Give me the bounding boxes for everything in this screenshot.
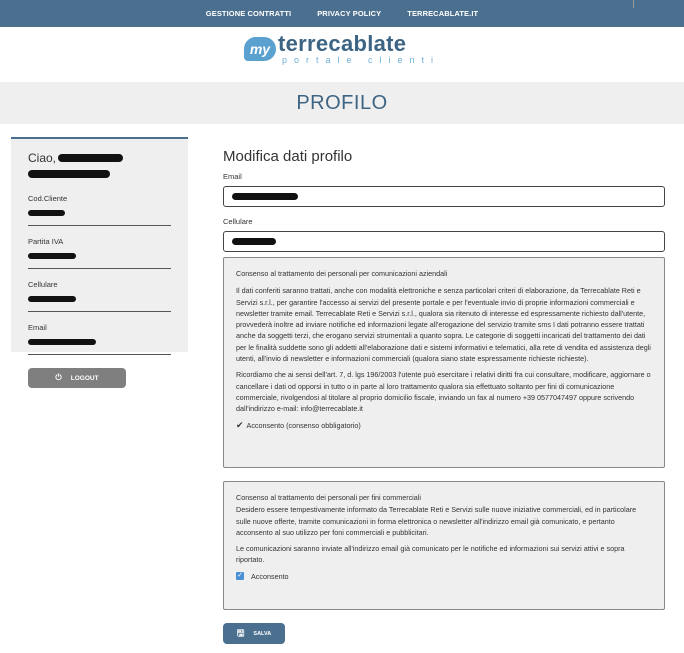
phone-field[interactable] — [223, 231, 665, 252]
consent-text-delivery: Le comunicazioni saranno inviate all'indirizzo email già comunicato per le notifiche ed informazioni sui servizi attivi e sopra riportato. — [236, 544, 625, 565]
consent-text-rights: Ricordiamo che ai sensi dell'art. 7, d. lgs 196/2003 l'utente può esercitare i relativi diritti fra cui consultare, modificare, aggiornare o cancellare i dati od opporsi in tutto o in parte al loro trattamento qualora sia effettuato soltanto per fini di comunicazione commerciale, rivolgendosi al titolare al proprio domicilio fiscale, inviando un fax al numero +39 0577047497 oppure scrivendo dall'indirizzo e-mail: info@terrecablate.it — [236, 370, 651, 414]
nav-link-terrecablate[interactable]: TERRECABLATE.IT — [407, 9, 479, 18]
page-title: PROFILO — [296, 91, 388, 114]
redacted-phone — [232, 238, 276, 245]
commercial-consent[interactable] — [236, 571, 652, 582]
save-button[interactable] — [223, 623, 285, 644]
redacted-value — [28, 296, 76, 302]
profile-sidebar — [11, 137, 188, 382]
consent-panel-commercial — [223, 481, 665, 610]
consent-title: Consenso al trattamento dei personali per comunicazioni aziendali — [236, 269, 448, 278]
page-title-bar — [0, 82, 684, 124]
greeting-text: Ciao, — [28, 151, 57, 165]
checkmark-icon: ✔ — [236, 419, 244, 430]
redacted-email — [232, 193, 298, 200]
consent-title: Consenso al trattamento dei personali per fini commerciali — [236, 493, 421, 502]
form-title: Modifica dati profilo — [223, 148, 353, 165]
consent-panel-company — [223, 257, 665, 468]
commercial-consent-label: Acconsento — [251, 571, 289, 581]
redacted-value — [28, 210, 65, 216]
sidebar-field-label: Partita IVA — [28, 237, 64, 246]
sidebar-field-label: Cod.Cliente — [28, 194, 68, 203]
logout-button[interactable] — [28, 368, 126, 388]
save-label: SALVA — [253, 630, 272, 637]
consent-text: Desidero essere tempestivamente informato da Terrecablate Reti e Servizi sulle nuove iniziative commerciali, ed in particolare sulle nuove offerte, tramite comunicazioni in forma elettronica o newsletter all'indirizzo email già comunicato, e pertanto acconsento al suo utilizzo per foni commerciali e pubblicitari. — [236, 505, 637, 537]
commercial-consent-checkbox[interactable]: ✓ — [237, 572, 243, 580]
redacted-value — [28, 253, 76, 259]
consent-text: Il dati conferiti saranno trattati, anche con modalità elettroniche e senza particolari criteri di elaborazione, da Terrecablate Reti e Servizi s.r.l., per garantire l'accesso ai servizi del presente portale e per l'eventuale invio di proprie informazioni commerciali e newsletter tramite email. Terrecablate Reti e Servizi s.r.l., qualora sia ritenuto di interesse ed espressamente richiesto dall'utente, provvederà inoltre ad inviare notifiche ed informazioni legate all'erogazione del servizio tramite sms I dati potranno essere trattati anche da soggetti terzi, che erogano servizi strumentali a quanto sopra. Le categorie di soggetti incaricati del trattamento dei dati per le finalità suddette sono gli addetti all'elaborazione dati e sistemi informativi e telematici, alla rete di vendita ed assistenza degli utenti, all'invio di newsletter e informazioni commerciali (qualora siano state espressamente richieste richieste). — [236, 286, 651, 364]
logout-label: LOGOUT — [70, 374, 99, 382]
floppy-disk-icon: 🖫 — [236, 627, 245, 638]
logo-subtitle: portale clienti — [281, 55, 441, 65]
sidebar-field-partita-iva — [28, 237, 171, 269]
email-label: Email — [223, 172, 242, 181]
sidebar-field-label: Cellulare — [28, 280, 58, 289]
phone-label: Cellulare — [223, 217, 253, 226]
greeting — [28, 151, 171, 165]
redacted-surname — [28, 170, 110, 178]
logo-brand: terrecablate — [277, 31, 407, 56]
site-logo[interactable] — [0, 33, 684, 73]
nav-link-privacy-policy[interactable]: PRIVACY POLICY — [317, 9, 382, 18]
redacted-value — [28, 339, 96, 345]
profile-form — [223, 148, 665, 252]
sidebar-field-label: Email — [28, 323, 47, 332]
redacted-name — [58, 154, 123, 162]
email-field[interactable] — [223, 186, 665, 207]
mandatory-consent — [236, 420, 652, 431]
top-navbar — [0, 0, 684, 27]
power-icon: ⏻ — [55, 373, 62, 382]
sidebar-field-cod-cliente — [28, 194, 171, 226]
nav-link-gestione-contratti[interactable]: GESTIONE CONTRATTI — [205, 9, 292, 18]
mandatory-consent-label: Acconsento (consenso obbligatorio) — [246, 420, 361, 430]
window-edge — [633, 0, 634, 8]
sidebar-field-cellulare — [28, 280, 171, 312]
sidebar-field-email — [28, 323, 171, 355]
logo-my-badge: my — [244, 37, 276, 61]
